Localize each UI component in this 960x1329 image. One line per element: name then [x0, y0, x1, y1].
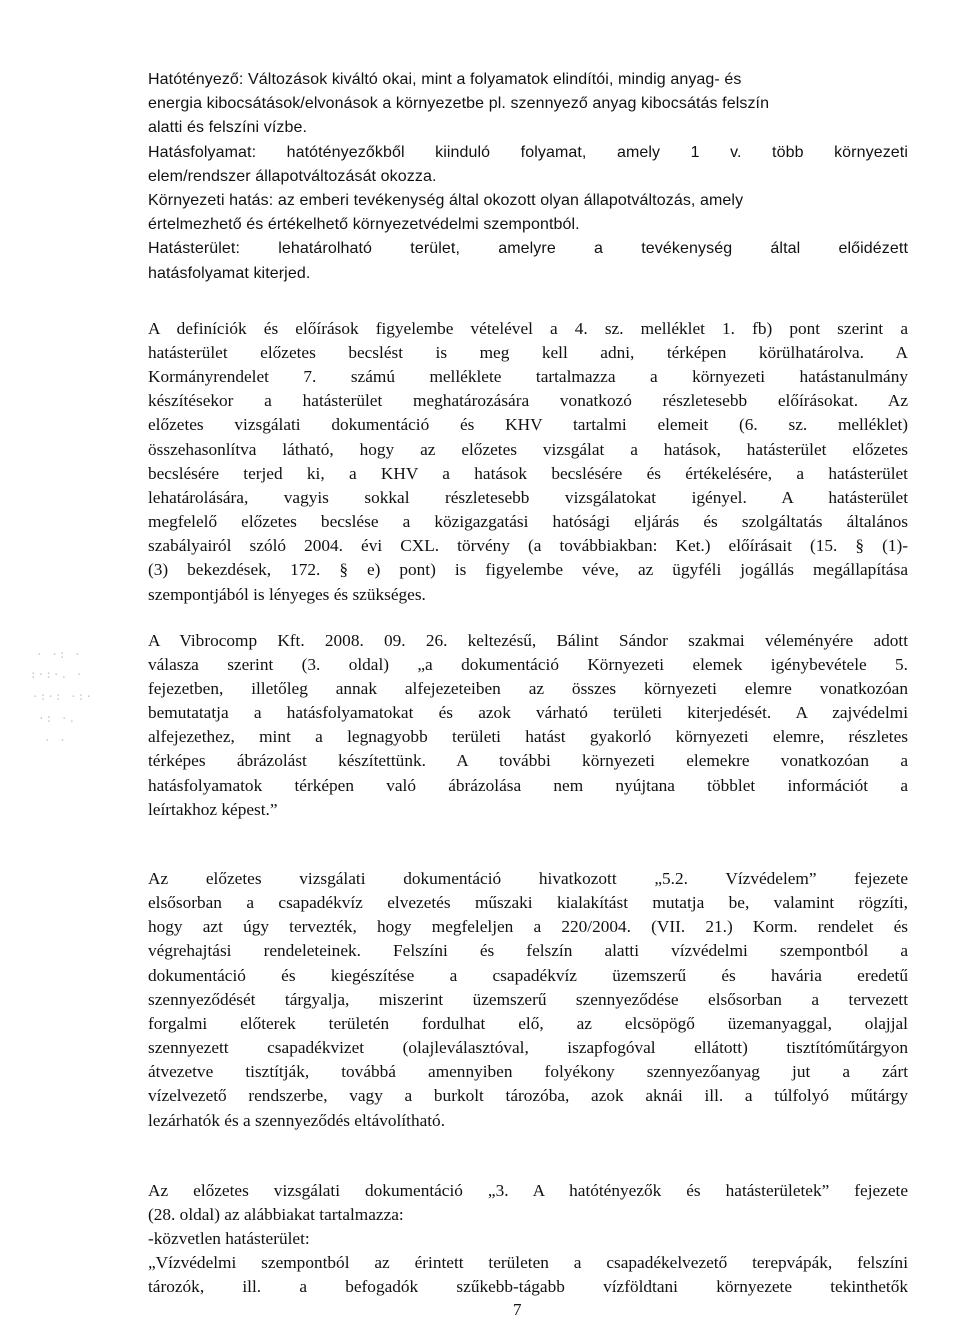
- text-line: vízelvezető rendszerbe, vagy a burkolt tározóba, azok aknái ill. a túlfolyó műtárgy: [148, 1086, 908, 1106]
- text-line: Kormányrendelet 7. számú melléklete tartalmazza a környezeti hatástanulmány: [148, 367, 908, 387]
- document-page: [148, 68, 908, 1299]
- text-line: A Vibrocomp Kft. 2008. 09. 26. keltezésű, Bálint Sándor szakmai véleményére adott: [148, 630, 908, 650]
- page-number: 7: [513, 1300, 522, 1319]
- text-line: térképes ábrázolást készítettünk. A további környezeti elemekre vonatkozóan a: [148, 751, 908, 771]
- paragraph-vibrocomp-response: [148, 629, 908, 822]
- kozvetlen-hatasterulet-label: -közvetlen hatásterület:: [148, 1228, 310, 1248]
- text-line: hatásfolyamat kiterjed.: [148, 264, 311, 282]
- text-line: készítésekor a hatásterület meghatározására vonatkozó részletesebb előírásokat. Az: [148, 391, 908, 411]
- text-line: hatásterület előzetes becslést is meg kell adni, térképen körülhatárolva. A: [148, 342, 908, 362]
- quote-line: „Vízvédelmi szempontból az érintett területen a csapadékelvezető terepvápák, felszíni: [148, 1253, 908, 1273]
- scan-artifact: · ·: [44, 734, 67, 747]
- text-line: Az előzetes vizsgálati dokumentáció hivatkozott „5.2. Vízvédelem” fejezete: [148, 868, 908, 888]
- definition-kornyezeti-hatas: [148, 189, 908, 237]
- text-line: értelmezhető és értékelhető környezetvédelmi szempontból.: [148, 216, 580, 234]
- text-line: hogy azt úgy tervezték, hogy megfeleljen a 220/2004. (VII. 21.) Korm. rendelet és: [148, 917, 908, 937]
- text-line: bemutatatja a hatásfolyamatokat és azok várható területi kiterjedését. A zajvédelmi: [148, 703, 908, 723]
- text-line: Környezeti hatás: az emberi tevékenység által okozott olyan állapotváltozás, amely: [148, 192, 744, 210]
- text-line: lezárhatók és a szennyeződés eltávolítható.: [148, 1110, 446, 1130]
- text-line: Hatótényező: Változások kiváltó okai, mint a folyamatok elindítói, mindig anyag- és: [148, 71, 742, 88]
- text-line: szennyezett csapadékvizet (olajleválasztóval, iszapfogóval ellátott) tisztítóműtárgyon: [148, 1038, 908, 1058]
- text-line: alatti és felszíni vízbe.: [148, 119, 308, 137]
- text-line: Az előzetes vizsgálati dokumentáció „3. A hatótényezők és hatásterületek” fejezete: [148, 1180, 908, 1200]
- text-line: leírtakhoz képest.”: [148, 799, 278, 819]
- text-line: fejezetben, illetőleg annak alfejezeteiben az összes környezeti elemre vonatkozóan: [148, 679, 908, 699]
- definition-hatotenyezo: [148, 68, 908, 141]
- text-line: A definíciók és előírások figyelembe vételével a 4. sz. melléklet 1. fb) pont szerint a: [148, 318, 908, 338]
- definitions-block: [148, 68, 908, 286]
- text-line: végrehajtási rendeleteinek. Felszíni és felszín alatti vízvédelmi szempontból a: [148, 941, 908, 961]
- text-line: Hatásfolyamat: hatótényezőkből kiinduló folyamat, amely 1 v. több környezeti: [148, 143, 908, 161]
- scan-artifact: ·: ·.: [38, 712, 77, 725]
- paragraph-definitions-note: [148, 317, 908, 607]
- text-line: elem/rendszer állapotváltozását okozza.: [148, 167, 437, 185]
- definition-hatasfolyamat: [148, 141, 908, 189]
- text-line: alfejezethez, mint a legnagyobb területi hatást gyakorló környezeti elemre, részletes: [148, 727, 908, 747]
- text-line: forgalmi előterek területén fordulhat elő, az elcsöpögő üzemanyaggal, olajjal: [148, 1013, 908, 1033]
- text-line: elsősorban a csapadékvíz elvezetés műszaki kialakítást mutatja be, valamint rögzíti,: [148, 893, 908, 913]
- text-line: (3) bekezdések, 172. § e) pont) is figyelembe véve, az ügyféli jogállás megállapítása: [148, 560, 908, 580]
- text-line: összehasonlítva látható, hogy az előzetes vizsgálat a hatások, hatásterület előzetes: [148, 439, 908, 459]
- paragraph-vizvedelem: [148, 867, 908, 1133]
- text-line: átvezetve tisztítják, továbbá amennyiben folyékony szennyezőanyag jut a zárt: [148, 1062, 908, 1082]
- text-line: szempontjából is lényeges és szükséges.: [148, 584, 426, 604]
- text-line: (28. oldal) az alábbiakat tartalmazza:: [148, 1204, 404, 1224]
- text-line: válasza szerint (3. oldal) „a dokumentáció Környezeti elemek igénybevétele 5.: [148, 654, 908, 674]
- definition-hatasterulet: [148, 237, 908, 285]
- text-line: lehatárolására, vagyis sokkal részletesebb vizsgálatokat igényel. A hatásterület: [148, 487, 908, 507]
- text-line: előzetes vizsgálati dokumentáció és KHV tartalmi elemeit (6. sz. melléklet): [148, 415, 908, 435]
- text-line: hatásfolyamatok térképen való ábrázolása nem nyújtana többlet információt a: [148, 775, 908, 795]
- text-line: becslésére terjed ki, a KHV a hatások becslésére és értékelésére, a hatásterület: [148, 463, 908, 483]
- paragraph-hatotenyezok: [148, 1179, 908, 1300]
- scan-artifact: :·:·. ·: [30, 668, 84, 681]
- text-line: szabályairól szóló 2004. évi CXL. törvény (a továbbiakban: Ket.) előírásait (15. § (1)-: [148, 536, 908, 556]
- text-line: energia kibocsátások/elvonások a környezetbe pl. szennyező anyag kibocsátás felszín: [148, 95, 770, 113]
- text-line: szennyeződését tárgyalja, miszerint üzemszerű szennyeződése elsősorban a tervezett: [148, 989, 908, 1009]
- scan-artifact: · ·: ·: [36, 648, 82, 661]
- quote-line: tározók, ill. a befogadók szűkebb-tágabb vízföldtani környezete tekinthetők: [148, 1277, 908, 1297]
- text-line: megfelelő előzetes becslése a közigazgatási hatósági eljárás és szolgáltatás általános: [148, 512, 908, 532]
- scan-artifact: ·:·: ·:·: [32, 690, 93, 703]
- text-line: dokumentáció és kiegészítése a csapadékvíz üzemszerű és havária eredetű: [148, 965, 908, 985]
- text-line: Hatásterület: lehatárolható terület, amelyre a tevékenység által előidézett: [148, 240, 908, 258]
